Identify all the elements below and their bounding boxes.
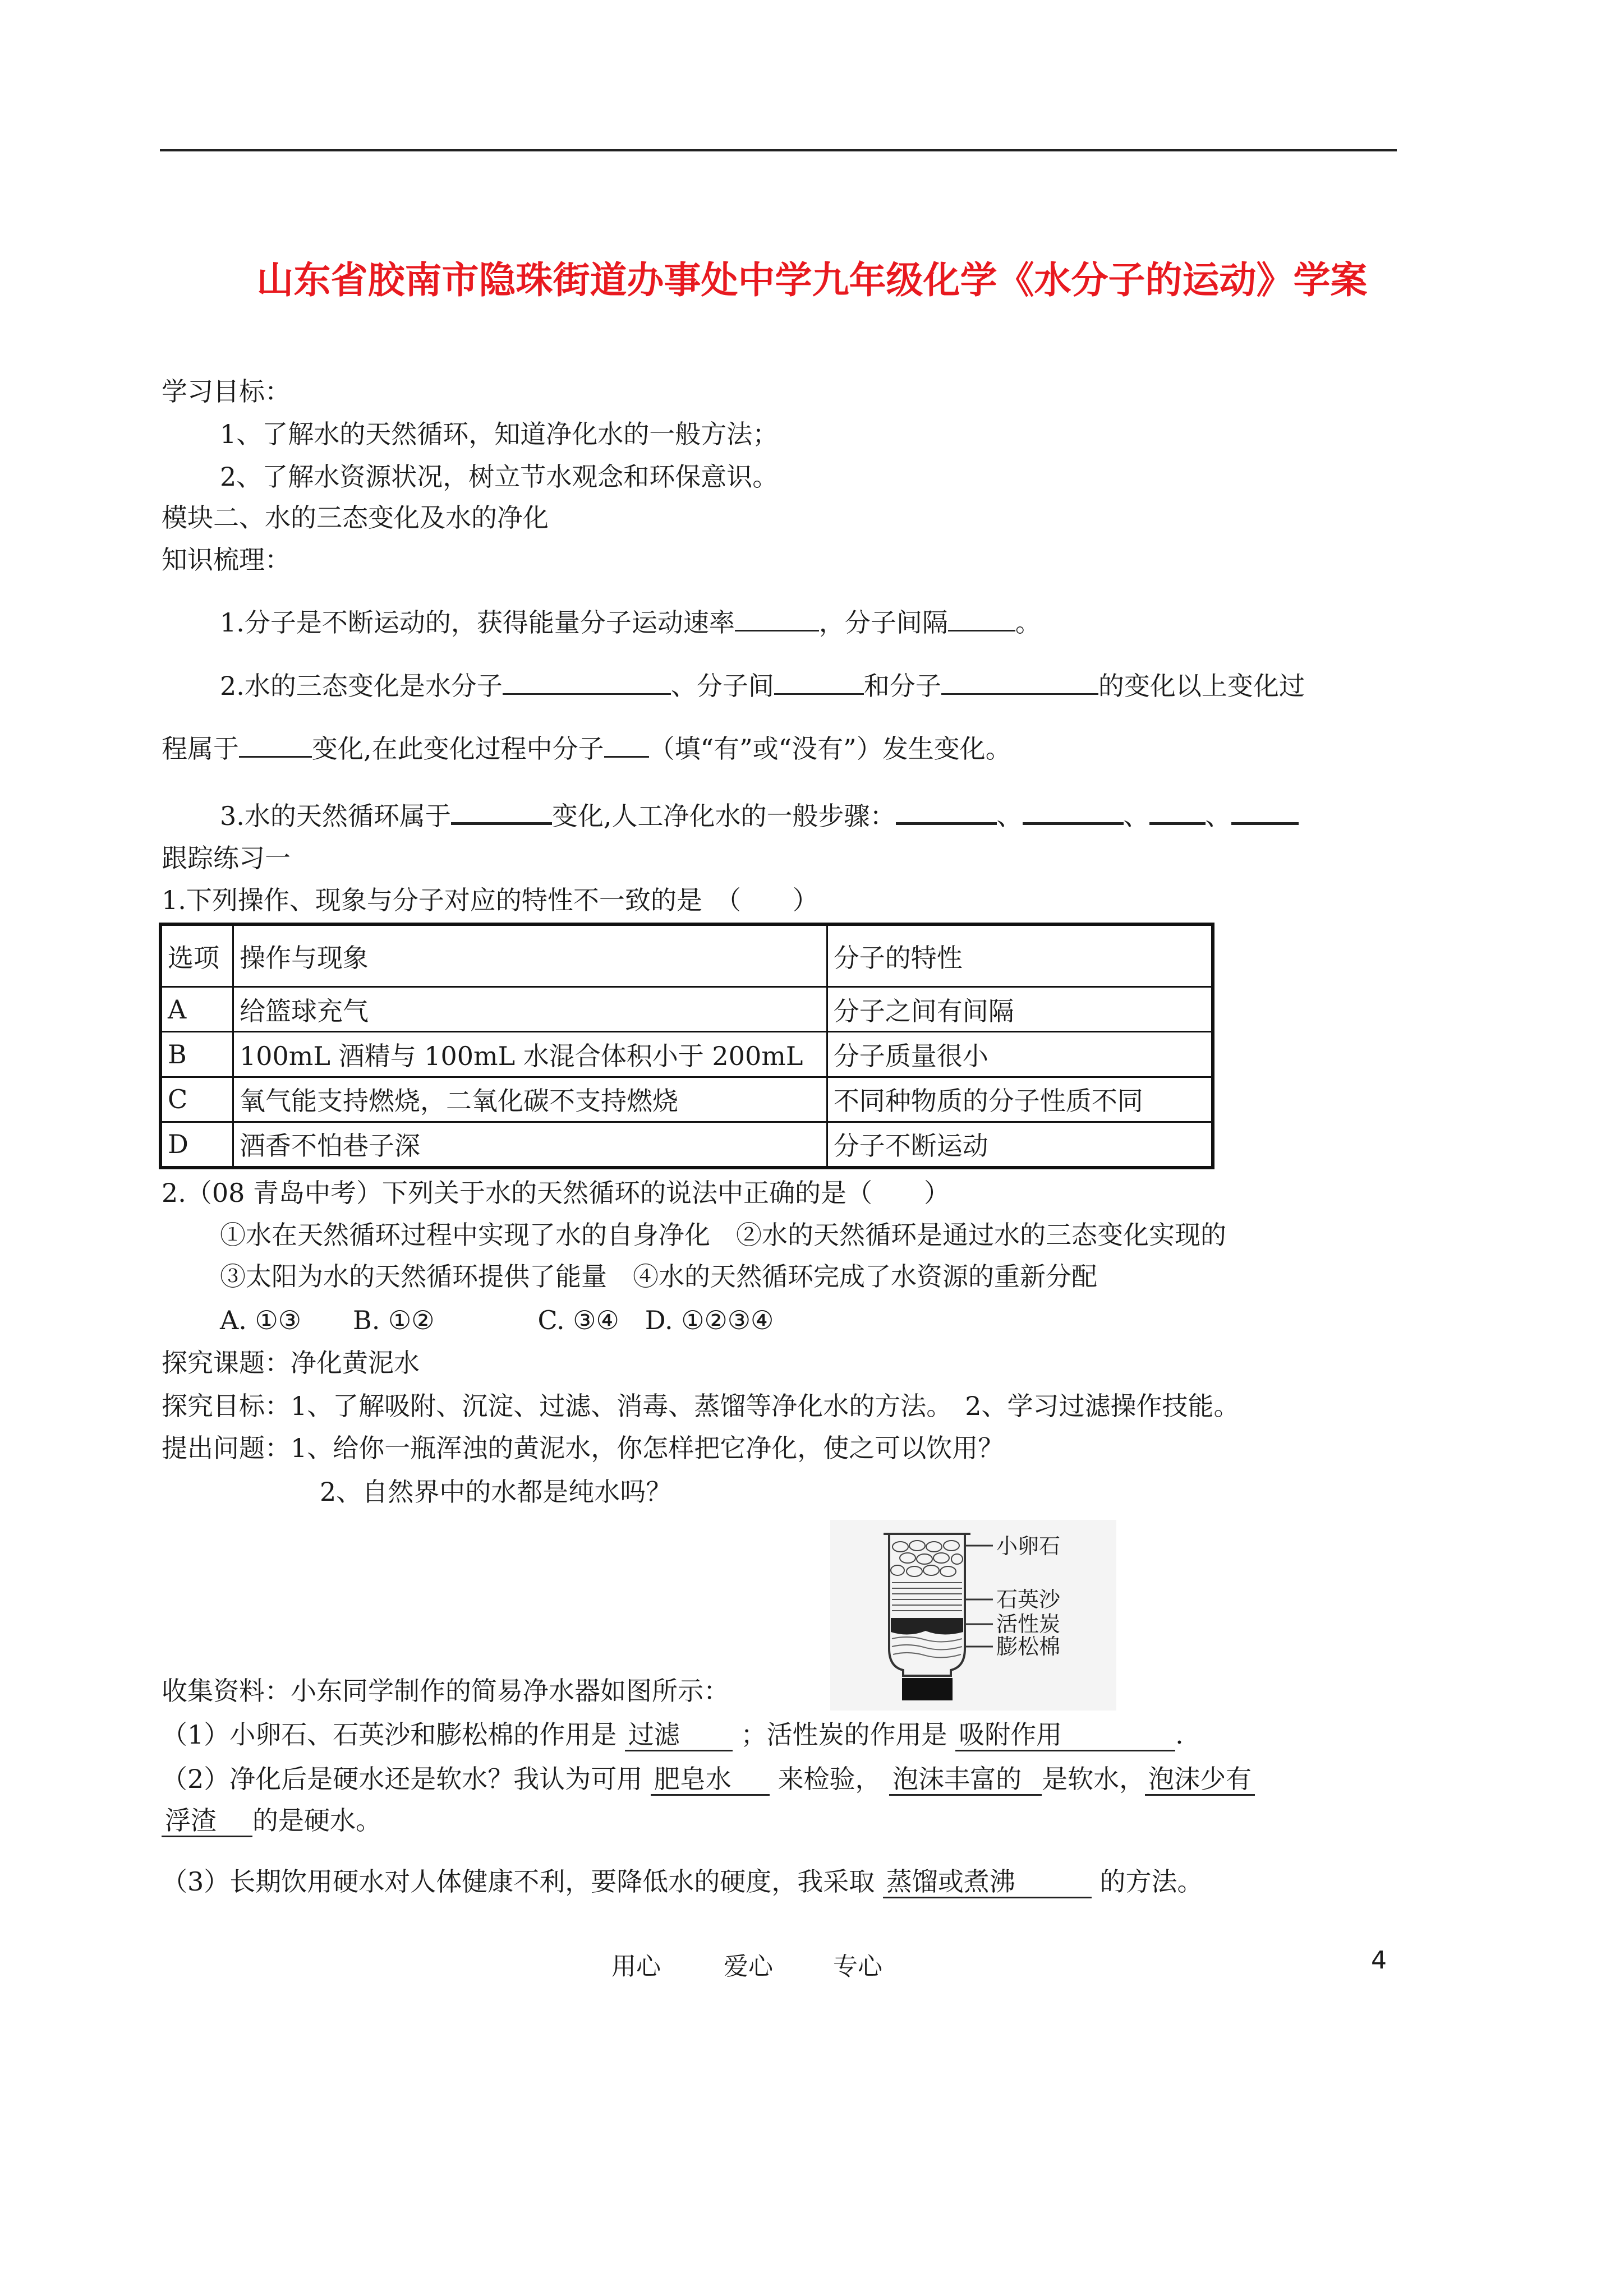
q2-text-e: 程属于 — [162, 734, 239, 764]
collect-answer-2-cont — [162, 1804, 381, 1837]
table-cell: 分子质量很小 — [827, 1032, 1213, 1077]
table-cell: C — [160, 1077, 233, 1122]
a3-text-end: 的方法。 — [1099, 1866, 1203, 1897]
a1-text-end: . — [1175, 1719, 1184, 1750]
q2-blank-5[interactable] — [604, 734, 649, 758]
collect-intro: 收集资料：小东同学制作的简易净水器如图所示： — [162, 1676, 729, 1706]
inquiry-topic: 探究课题：净化黄泥水 — [162, 1348, 420, 1378]
a3-answer-distill-boil: 蒸馏或煮沸 — [883, 1866, 1092, 1898]
inquiry-question-1: 提出问题：1、给你一瓶浑浊的黄泥水，你怎样把它净化，使之可以饮用？ — [162, 1433, 1004, 1463]
table-cell: D — [160, 1122, 233, 1168]
page-title: 山东省胶南市隐珠街道办事处中学九年级化学《水分子的运动》学案 — [256, 259, 1368, 302]
q3-blank-3[interactable] — [1023, 800, 1124, 825]
table-cell: 酒香不怕巷子深 — [233, 1122, 827, 1168]
a2-answer-soap-water: 肥皂水 — [651, 1764, 770, 1796]
table-row — [160, 1077, 1213, 1122]
header-rule — [160, 149, 1397, 151]
q3-text-a: 3.水的天然循环属于 — [220, 801, 451, 831]
a2-text-mid1: 来检验， — [778, 1764, 881, 1794]
table-header-cell: 选项 — [160, 924, 233, 987]
q2-blank-3[interactable] — [941, 671, 1098, 695]
objectives-heading: 学习目标： — [162, 376, 291, 407]
table-cell: 给篮球充气 — [233, 987, 827, 1032]
q1-text-b: ，分子间隔 — [818, 607, 948, 638]
q2-text-a: 2.水的三态变化是水分子 — [220, 671, 503, 701]
knowledge-q1 — [220, 606, 1041, 639]
practice-heading: 跟踪练习一 — [162, 843, 291, 873]
a1-text-mid: ；活性炭的作用是 — [740, 1719, 947, 1750]
a1-text-pre: （1）小卵石、石英沙和膨松棉的作用是 — [162, 1719, 617, 1750]
table-cell: 100mL 酒精与 100mL 水混合体积小于 200mL — [233, 1032, 827, 1077]
inquiry-question-2: 2、自然界中的水都是纯水吗？ — [320, 1477, 672, 1507]
q1-blank-rate[interactable] — [735, 607, 819, 631]
a2-answer-little-foam: 泡沫少有 — [1145, 1764, 1255, 1796]
a2-text-end: 的是硬水。 — [252, 1805, 381, 1836]
q3-sep-1: 、 — [996, 801, 1023, 831]
table-cell: 分子不断运动 — [827, 1122, 1213, 1168]
table-cell: 氧气能支持燃烧，二氧化碳不支持燃烧 — [233, 1077, 827, 1122]
a1-answer-filter: 过滤 — [625, 1719, 733, 1751]
a2-answer-rich-foam: 泡沫丰富的 — [889, 1764, 1042, 1796]
table-cell: A — [160, 987, 233, 1032]
collect-answer-1 — [162, 1718, 1184, 1751]
q2-text-g: （填“有”或“没有”）发生变化。 — [648, 734, 1011, 764]
q2-text-f: 变化,在此变化过程中分子 — [312, 734, 604, 764]
q3-blank-1[interactable] — [451, 800, 552, 825]
q2-blank-4[interactable] — [239, 734, 312, 758]
a1-answer-adsorb: 吸附作用 — [955, 1719, 1175, 1751]
a3-text-pre: （3）长期饮用硬水对人体健康不利，要降低水的硬度，我采取 — [162, 1866, 875, 1897]
q3-sep-2: 、 — [1123, 801, 1149, 831]
knowledge-q3 — [220, 799, 1299, 833]
table-row — [160, 1032, 1213, 1077]
footer-word: 用心 — [611, 1952, 661, 1981]
options-table — [159, 923, 1214, 1169]
q2-text-c: 和分子 — [863, 671, 941, 701]
q2-text-d: 的变化以上变化过 — [1098, 671, 1305, 701]
table-row — [160, 987, 1213, 1032]
objective-2: 2、了解水资源状况，树立节水观念和环保意识。 — [220, 462, 779, 492]
q2-blank-1[interactable] — [503, 671, 671, 695]
page-number: 4 — [1371, 1946, 1387, 1975]
q2-text-b: 、分子间 — [670, 671, 774, 701]
footer-word: 专心 — [833, 1952, 882, 1981]
table-header-cell: 操作与现象 — [233, 924, 827, 987]
q2-blank-2[interactable] — [774, 671, 864, 695]
a2-answer-scum: 浮渣 — [162, 1805, 252, 1837]
diagram-label-activated-carbon: 活性炭 — [996, 1612, 1061, 1636]
q3-sep-3: 、 — [1205, 801, 1231, 831]
diagram-label-quartz-sand: 石英沙 — [996, 1587, 1061, 1612]
practice-q2: 2.（08 青岛中考）下列关于水的天然循环的说法中正确的是（ ） — [162, 1178, 950, 1208]
table-cell: 分子之间有间隔 — [827, 987, 1213, 1032]
q3-blank-5[interactable] — [1231, 800, 1299, 825]
q3-text-b: 变化,人工净化水的一般步骤： — [551, 801, 896, 831]
diagram-label-pebbles: 小卵石 — [996, 1534, 1061, 1559]
q3-blank-4[interactable] — [1149, 800, 1206, 825]
table-header-row — [160, 924, 1213, 987]
q1-blank-gap[interactable] — [948, 607, 1015, 631]
inquiry-goal: 探究目标：1、了解吸附、沉淀、过滤、消毒、蒸馏等净化水的方法。 2、学习过滤操作技能。 — [162, 1391, 1240, 1421]
knowledge-q2-cont — [162, 732, 1011, 766]
collect-answer-3 — [162, 1865, 1203, 1898]
practice-q2-statement-2: ③太阳为水的天然循环提供了能量 ④水的天然循环完成了水资源的重新分配 — [220, 1261, 1097, 1292]
q1-text-c: 。 — [1015, 607, 1041, 638]
table-cell: B — [160, 1032, 233, 1077]
collect-answer-2 — [162, 1762, 1255, 1796]
table-cell: 不同种物质的分子性质不同 — [827, 1077, 1213, 1122]
table-header-cell: 分子的特性 — [827, 924, 1213, 987]
a2-text-mid2: 是软水， — [1042, 1764, 1145, 1794]
objective-1: 1、了解水的天然循环，知道净化水的一般方法； — [220, 419, 779, 449]
module-heading: 模块二、水的三态变化及水的净化 — [162, 502, 549, 533]
practice-q2-options: A. ①③ B. ①② C. ③④ D. ①②③④ — [220, 1305, 774, 1335]
knowledge-q2 — [220, 669, 1305, 703]
footer-word: 爱心 — [724, 1952, 773, 1981]
knowledge-heading: 知识梳理： — [162, 545, 291, 575]
water-filter-diagram — [830, 1520, 1116, 1711]
water-filter-illustration — [830, 1520, 1116, 1711]
a2-text-pre: （2）净化后是硬水还是软水？我认为可用 — [162, 1764, 643, 1794]
diagram-label-cotton: 膨松棉 — [996, 1634, 1061, 1659]
table-row — [160, 1122, 1213, 1168]
practice-q1: 1.下列操作、现象与分子对应的特性不一致的是 （ ） — [162, 885, 818, 915]
q1-text-a: 1.分子是不断运动的，获得能量分子运动速率 — [220, 607, 735, 638]
practice-q2-statement-1: ①水在天然循环过程中实现了水的自身净化 ②水的天然循环是通过水的三态变化实现的 — [220, 1220, 1226, 1250]
q3-blank-2[interactable] — [896, 800, 997, 825]
